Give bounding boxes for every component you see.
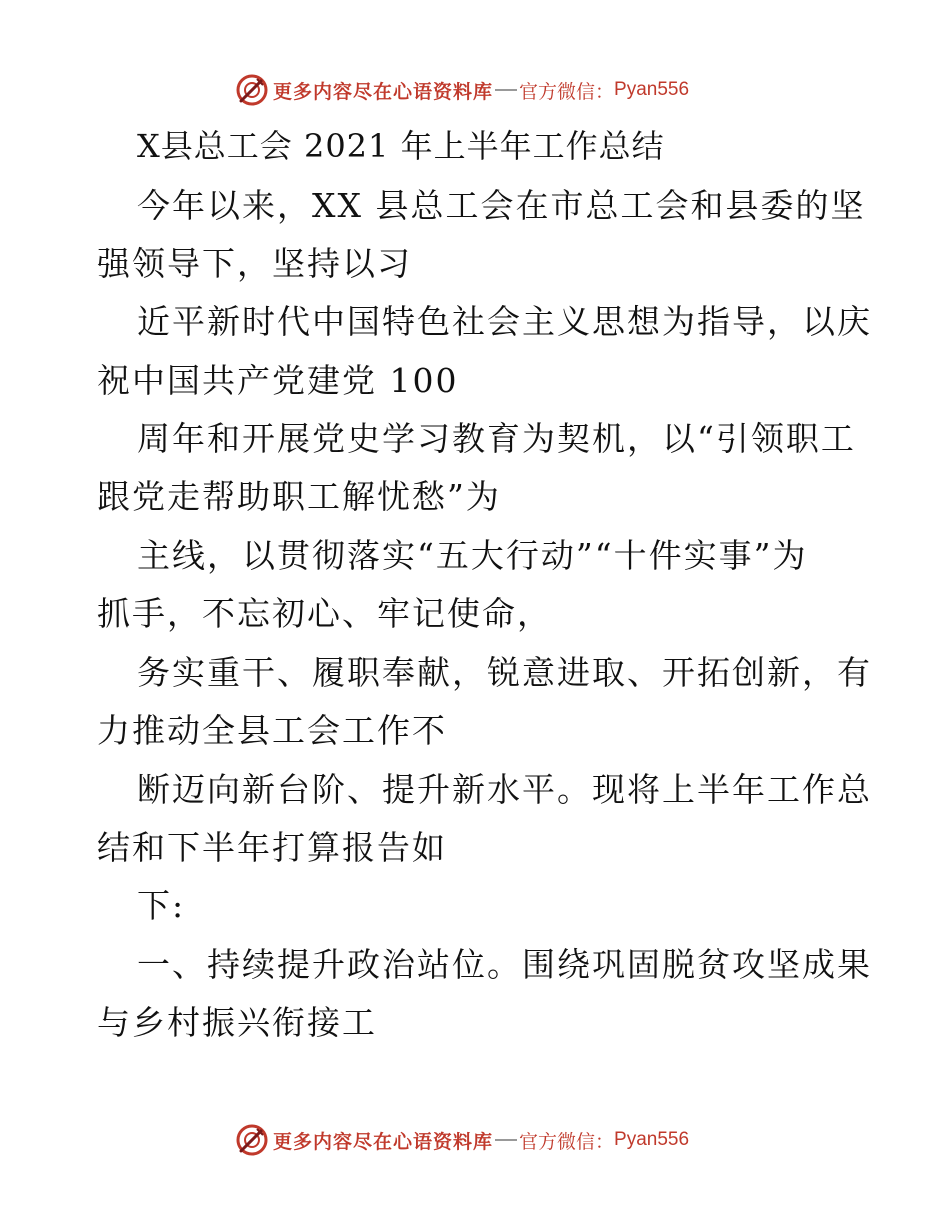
body-line: 下: (137, 886, 186, 925)
body-line: 一、持续提升政治站位。围绕巩固脱贫攻坚成果 (137, 945, 872, 984)
watermark-contact-label: 官方微信： (519, 1130, 615, 1153)
body-line: 强领导下，坚持以习 (97, 244, 412, 283)
body-line: 周年和开展党史学习教育为契机，以“引领职工 (137, 419, 856, 458)
body-line: 务实重干、履职奉献，锐意进取、开拓创新，有 (137, 653, 872, 692)
document-title: X县总工会 2021 年上半年工作总结 (137, 127, 665, 165)
watermark-contact-id: Pyan556 (614, 79, 690, 100)
header-watermark (235, 72, 689, 108)
body-line: 今年以来，XX 县总工会在市总工会和县委的坚 (137, 186, 866, 225)
watermark-divider (495, 1139, 517, 1141)
body-line: 抓手，不忘初心、牢记使命， (97, 594, 552, 633)
watermark-divider (495, 89, 517, 91)
body-line: 跟党走帮助职工解忧愁”为 (97, 477, 501, 516)
body-line: 结和下半年打算报告如 (97, 828, 447, 867)
body-line: 祝中国共产党建党 100 (97, 361, 459, 400)
watermark-text: 更多内容尽在心语资料库 (273, 1130, 494, 1153)
watermark-contact-id: Pyan556 (614, 1129, 690, 1150)
watermark-text: 更多内容尽在心语资料库 (273, 80, 494, 103)
body-line: 断迈向新台阶、提升新水平。现将上半年工作总 (137, 770, 872, 809)
brand-logo-icon (235, 73, 269, 107)
brand-logo-icon (235, 1123, 269, 1157)
watermark-contact-label: 官方微信： (519, 80, 615, 103)
body-line: 主线，以贯彻落实“五大行动”“十件实事”为 (137, 536, 808, 575)
body-line: 与乡村振兴衔接工 (97, 1003, 377, 1042)
footer-watermark (235, 1122, 689, 1158)
body-line: 力推动全县工会工作不 (97, 711, 447, 750)
body-line: 近平新时代中国特色社会主义思想为指导，以庆 (137, 302, 872, 341)
